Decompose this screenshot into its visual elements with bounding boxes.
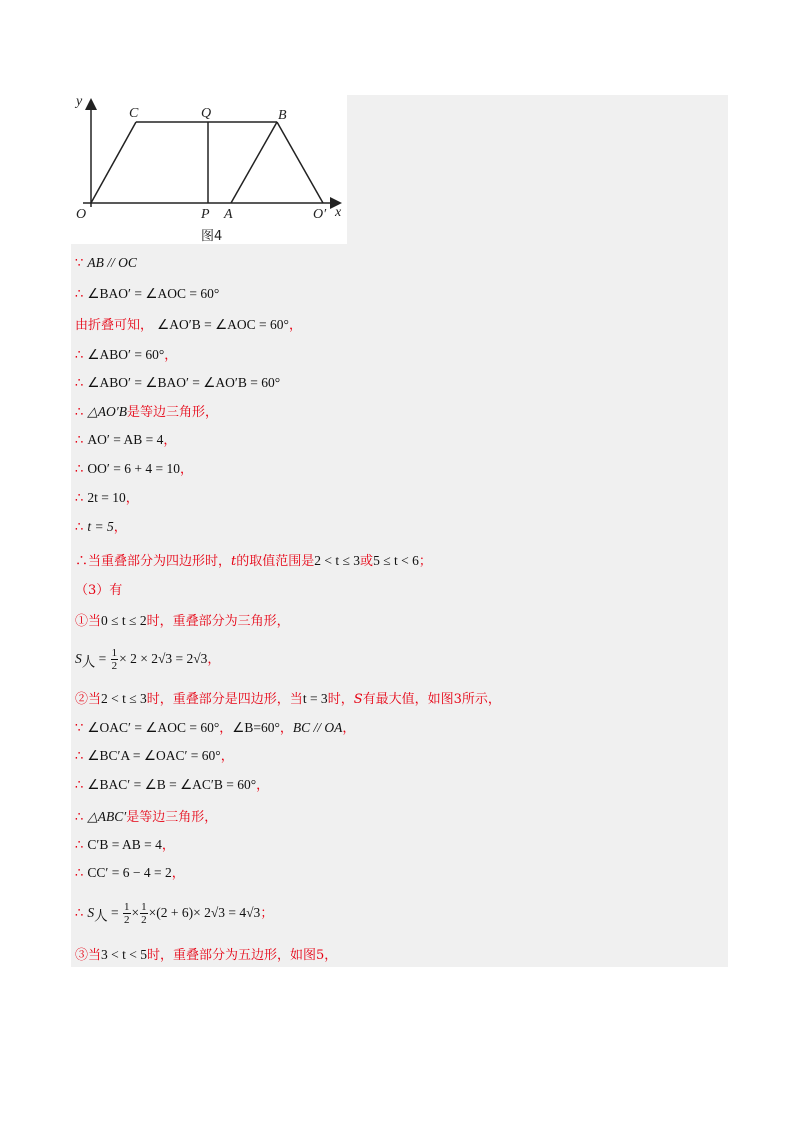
line-18: ∴ ∠BAC′ = ∠B = ∠AC′B = 60°，: [75, 777, 270, 793]
line-21: ∴ CC′ = 6 − 4 = 2，: [75, 865, 185, 881]
label-x: x: [335, 205, 342, 220]
line-17: ∴ ∠BC′A = ∠OAC′ = 60°，: [75, 748, 234, 764]
line-8: ∴ OO′ = 6 + 4 = 10，: [75, 461, 193, 477]
label-y: y: [76, 95, 83, 109]
line-16: ∵ ∠OAC′ = ∠AOC = 60°，∠B=60°，BC // OA，: [75, 720, 356, 736]
line-20: ∴ C′B = AB = 4，: [75, 837, 175, 853]
label-B: B: [278, 108, 287, 123]
line-14: $S_人$ = $\frac{1}{2}$ × 2 × 2√3 = 2√3，: [75, 647, 221, 672]
line-22: ∴ $S_人$ = $\frac{1}{2}$ × $\frac{1}{2}$ ×(2 + 6)× 2√3 = 4√3；: [75, 901, 274, 926]
line-3: 由折叠可知， ∠AO′B = ∠AOC = 60°，: [75, 317, 302, 333]
line-13: ①当0 ≤ t ≤ 2时，重叠部分为三角形，: [75, 613, 290, 629]
line-12: （3）有: [75, 583, 123, 598]
line-6: ∴ △AO′B是等边三角形，: [75, 404, 219, 420]
label-O-prime: O′: [313, 207, 327, 222]
line-19: ∴ △ABC′是等边三角形，: [75, 809, 218, 825]
line-4: ∴ ∠ABO′ = 60°，: [75, 347, 178, 363]
line-9: ∴ 2t = 10，: [75, 490, 139, 506]
line-7: ∴ AO′ = AB = 4，: [75, 432, 177, 448]
label-P: P: [201, 207, 210, 222]
figure-4: [71, 95, 347, 244]
segment-OC: [91, 122, 136, 203]
line-10: ∴ t = 5，: [75, 519, 127, 535]
label-Q: Q: [201, 106, 212, 121]
label-C: C: [129, 106, 139, 121]
line-11: ∴当重叠部分为四边形时，t的取值范围是2 < t ≤ 3或5 ≤ t < 6；: [75, 553, 432, 569]
line-15: ②当2 < t ≤ 3时，重叠部分是四边形，当t = 3时，S有最大值，如图3所示，: [75, 691, 501, 707]
segment-AB: [231, 122, 277, 203]
line-1: ∵ AB // OC: [75, 255, 137, 271]
segment-BO-prime: [277, 122, 323, 203]
label-O: O: [76, 207, 87, 222]
line-2: ∴ ∠BAO′ = ∠AOC = 60°: [75, 286, 220, 302]
line-5: ∴ ∠ABO′ = ∠BAO′ = ∠AO′B = 60°: [75, 375, 281, 391]
line-23: ③当3 < t < 5时，重叠部分为五边形，如图5，: [75, 947, 338, 963]
label-A: A: [224, 207, 233, 222]
trapezoid-diagram: [71, 95, 347, 244]
figure-caption: 图4: [201, 229, 223, 244]
